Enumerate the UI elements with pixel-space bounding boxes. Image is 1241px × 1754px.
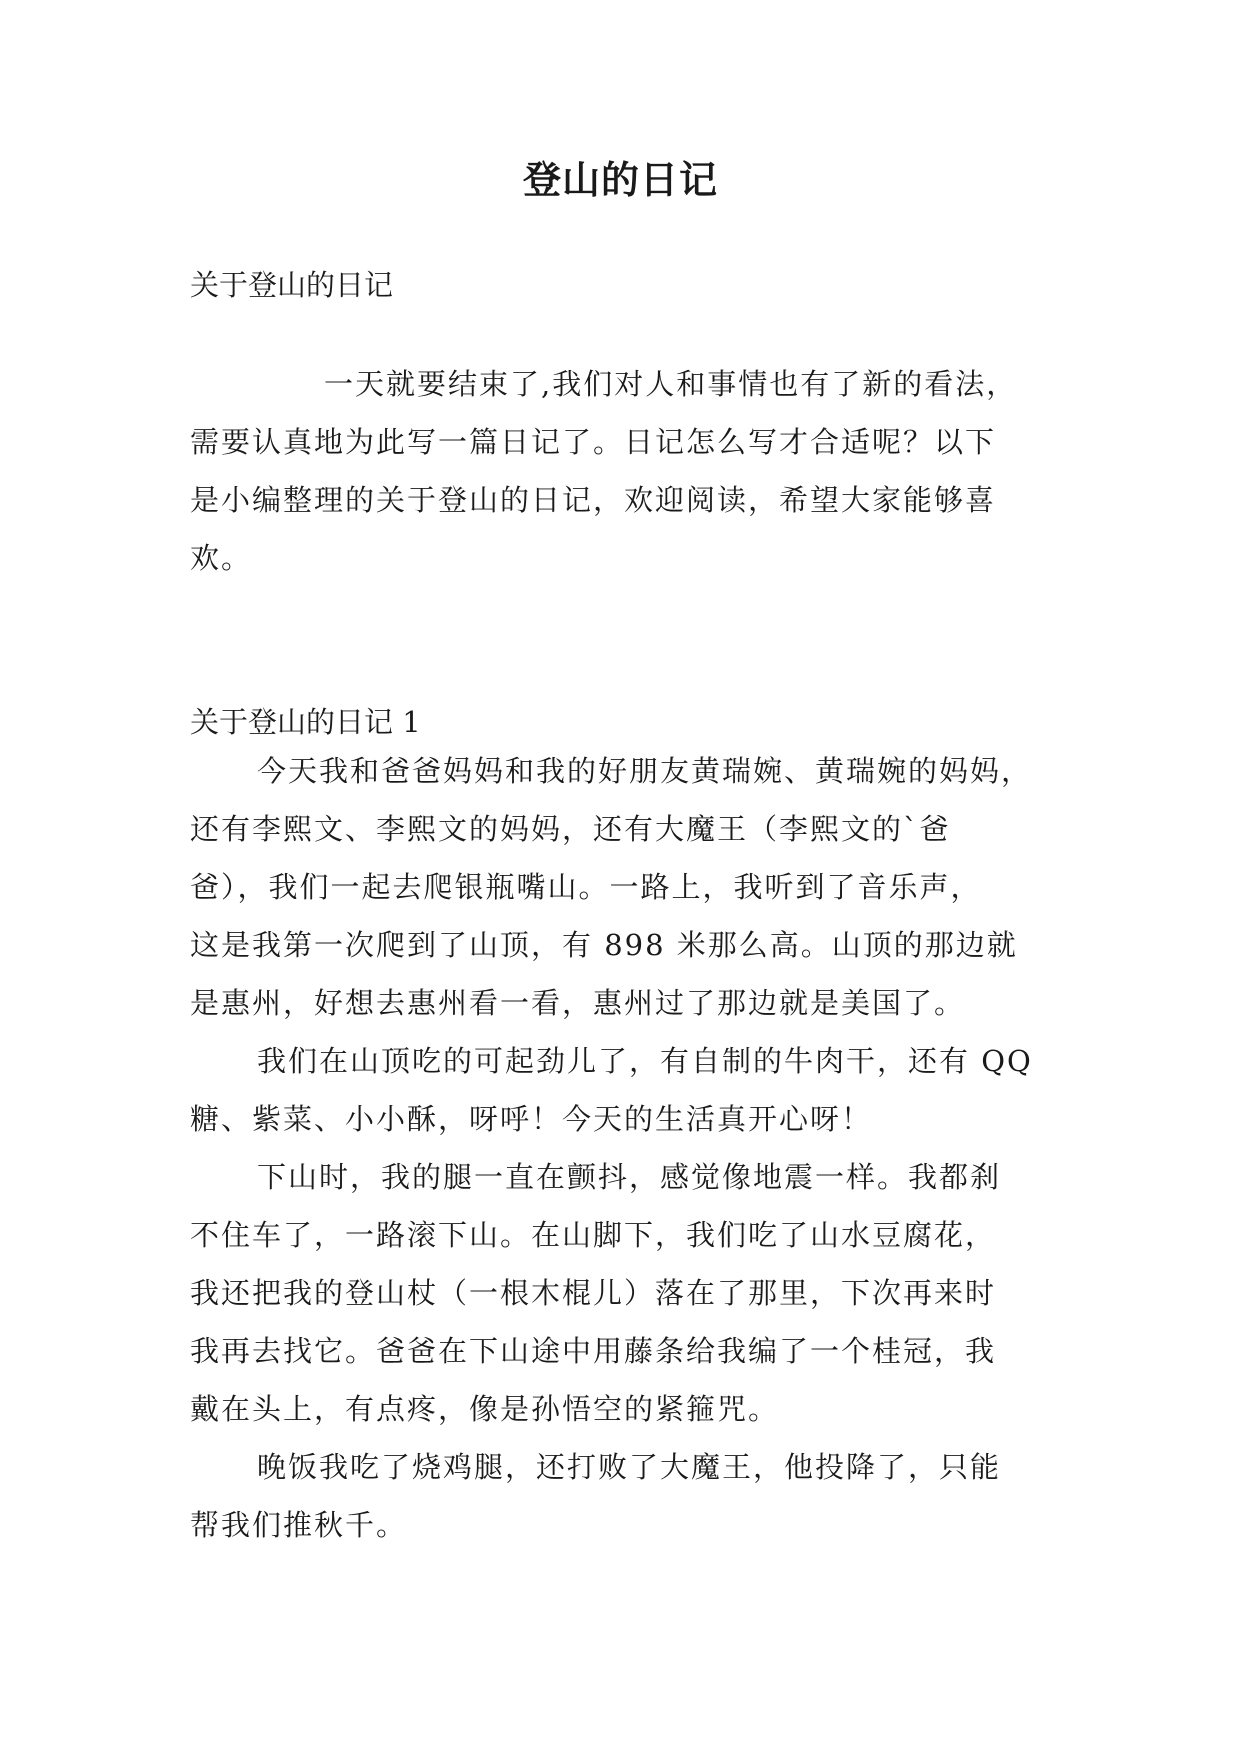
text-line: 这是我第一次爬到了山顶，有 898 米那么高。山顶的那边就 bbox=[190, 928, 1018, 962]
text-line: 我们在山顶吃的可起劲儿了，有自制的牛肉干，还有 QQ bbox=[257, 1044, 1033, 1078]
text-line: 今天我和爸爸妈妈和我的好朋友黄瑞婉、黄瑞婉的妈妈， bbox=[257, 754, 1033, 788]
text-line: 是小编整理的关于登山的日记，欢迎阅读，希望大家能够喜 bbox=[190, 483, 997, 517]
text-line: 晚饭我吃了烧鸡腿，还打败了大魔王，他投降了，只能 bbox=[257, 1450, 1002, 1484]
text-line: 爸），我们一起去爬银瓶嘴山。一路上，我听到了音乐声， bbox=[190, 870, 982, 904]
text-line: 我再去找它。爸爸在下山途中用藤条给我编了一个桂冠，我 bbox=[190, 1334, 997, 1368]
document-title: 登山的日记 bbox=[522, 158, 718, 202]
text-line: 需要认真地为此写一篇日记了。日记怎么写才合适呢？以下 bbox=[190, 425, 997, 459]
text-line: 一天就要结束了,我们对人和事情也有了新的看法， bbox=[324, 367, 1018, 401]
text-line: 下山时，我的腿一直在颤抖，感觉像地震一样。我都刹 bbox=[257, 1160, 1002, 1194]
body-paragraph-1 bbox=[190, 742, 1060, 1032]
document-subtitle: 关于登山的日记 bbox=[190, 268, 394, 302]
text-line: 欢。 bbox=[190, 541, 253, 575]
text-line: 是惠州，好想去惠州看一看，惠州过了那边就是美国了。 bbox=[190, 986, 966, 1020]
section-heading: 关于登山的日记 1 bbox=[190, 705, 421, 739]
text-line: 帮我们推秋千。 bbox=[190, 1508, 408, 1542]
body-paragraph-4 bbox=[190, 1438, 1060, 1554]
text-line: 糖、紫菜、小小酥，呀呼！今天的生活真开心呀！ bbox=[190, 1102, 873, 1136]
body-paragraph-3 bbox=[190, 1148, 1060, 1438]
text-line: 我还把我的登山杖（一根木棍儿）落在了那里，下次再来时 bbox=[190, 1276, 997, 1310]
body-paragraph-2 bbox=[190, 1032, 1060, 1148]
text-line: 还有李熙文、李熙文的妈妈，还有大魔王（李熙文的`爸 bbox=[190, 812, 951, 846]
text-line: 戴在头上，有点疼，像是孙悟空的紧箍咒。 bbox=[190, 1392, 780, 1426]
intro-paragraph bbox=[190, 355, 1060, 587]
text-line: 不住车了，一路滚下山。在山脚下，我们吃了山水豆腐花， bbox=[190, 1218, 997, 1252]
